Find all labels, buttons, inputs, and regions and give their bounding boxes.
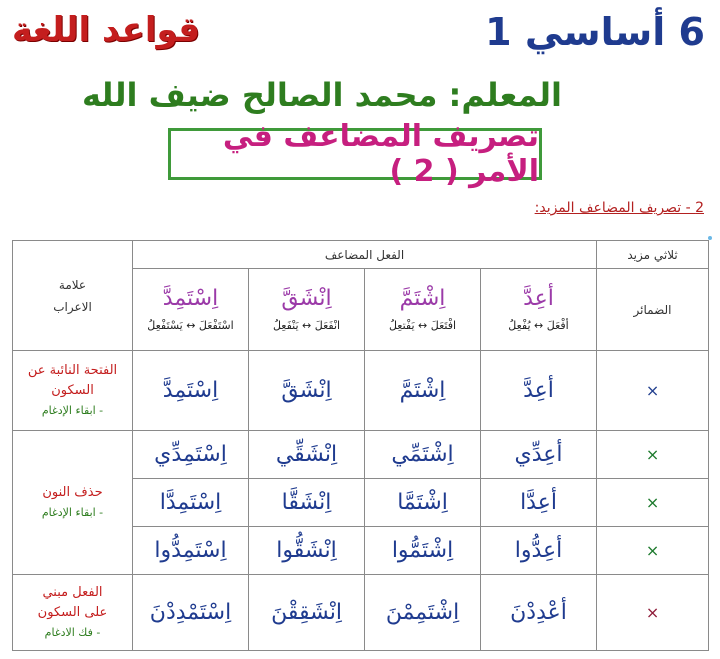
verb-header-pattern: اسْتَفْعَلَ ↔ يَسْتَفْعِلُ [147, 318, 234, 332]
verb-cell: اِنْشَقَّا [249, 479, 365, 527]
verb-cell: اِنْشَقِّي [249, 431, 365, 479]
marker-main: الفعل مبني على السكون [37, 584, 108, 620]
marker-header-label: علامة الاعراب [53, 277, 92, 314]
verb-header-cell [481, 269, 597, 351]
marker-cell [13, 431, 133, 575]
verb-cell: اِسْتَمِدَّا [133, 479, 249, 527]
table-row [13, 575, 709, 651]
subject-title: قواعد اللغة [12, 10, 201, 50]
verb-header-pattern: انْفَعَلَ ↔ يَنْفَعِلُ [272, 318, 341, 332]
lesson-title-box [168, 119, 542, 189]
verb-cell: اِشْتَمَّا [365, 479, 481, 527]
verb-cell: اِسْتَمِدِّي [133, 431, 249, 479]
pronoun-mark: × [597, 431, 709, 479]
verb-header-word: اِنْشَقَّ [281, 285, 332, 311]
verb-cell: أعِدِّي [481, 431, 597, 479]
teacher-name: المعلم: محمد الصالح ضيف الله [82, 76, 562, 114]
header-pronouns: الضمائر [597, 269, 709, 351]
marker-main: حذف النون [42, 484, 103, 500]
verb-header-cell [365, 269, 481, 351]
verb-cell: اِشْتَمِمْنَ [365, 575, 481, 651]
header-triliteral: ثلاثي مزيد [597, 241, 709, 269]
verb-header-word: اِشْتَمَّ [399, 285, 446, 311]
verb-cell: اِنْشَقَّ [249, 351, 365, 431]
verb-cell: أعِدَّا [481, 479, 597, 527]
grade-title: 6 أساسي 1 [485, 10, 705, 54]
verb-cell: أعْدِدْنَ [481, 575, 597, 651]
table-row [13, 351, 709, 431]
header-doubled-verb: الفعل المضاعف [133, 241, 597, 269]
verb-cell: أعِدَّ [481, 351, 597, 431]
marker-main: الفتحة النائبة عن السكون [27, 362, 118, 398]
marker-sub: - فك الادغام [44, 625, 101, 639]
marker-sub: - ابقاء الإدغام [41, 505, 104, 519]
lesson-title: تصريف المضاعف في الأمر ( 2 ) [222, 119, 539, 189]
section-heading: 2 - تصريف المضاعف المزيد: [534, 200, 704, 216]
verb-cell: اِشْتَمِّي [365, 431, 481, 479]
verb-cell: اِسْتَمِدُّوا [133, 527, 249, 575]
marker-cell [13, 351, 133, 431]
verb-cell: اِشْتَمَّ [365, 351, 481, 431]
conjugation-table [12, 240, 709, 651]
pronoun-mark: × [597, 479, 709, 527]
pronoun-mark: × [597, 351, 709, 431]
verb-header-cell [133, 269, 249, 351]
verb-header-pattern: أفْعَلَ ↔ يُفْعِلُ [508, 318, 569, 332]
verb-cell: اِشْتَمُّوا [365, 527, 481, 575]
verb-header-word: أعِدَّ [523, 285, 554, 311]
verb-cell: اِسْتَمْدِدْنَ [133, 575, 249, 651]
marker-sub: - ابقاء الإدغام [41, 403, 104, 417]
header-marker [13, 241, 133, 351]
pronoun-mark: × [597, 575, 709, 651]
verb-cell: أعِدُّوا [481, 527, 597, 575]
table-row [13, 431, 709, 479]
verb-header-cell [249, 269, 365, 351]
pronoun-mark: × [597, 527, 709, 575]
marker-cell [13, 575, 133, 651]
verb-cell: اِنْشَقِقْنَ [249, 575, 365, 651]
verb-cell: اِسْتَمِدَّ [133, 351, 249, 431]
verb-header-word: اِسْتَمِدَّ [162, 285, 219, 311]
verb-cell: اِنْشَقُّوا [249, 527, 365, 575]
verb-header-pattern: افْتَعَلَ ↔ يَفْتعِلُ [388, 318, 457, 332]
